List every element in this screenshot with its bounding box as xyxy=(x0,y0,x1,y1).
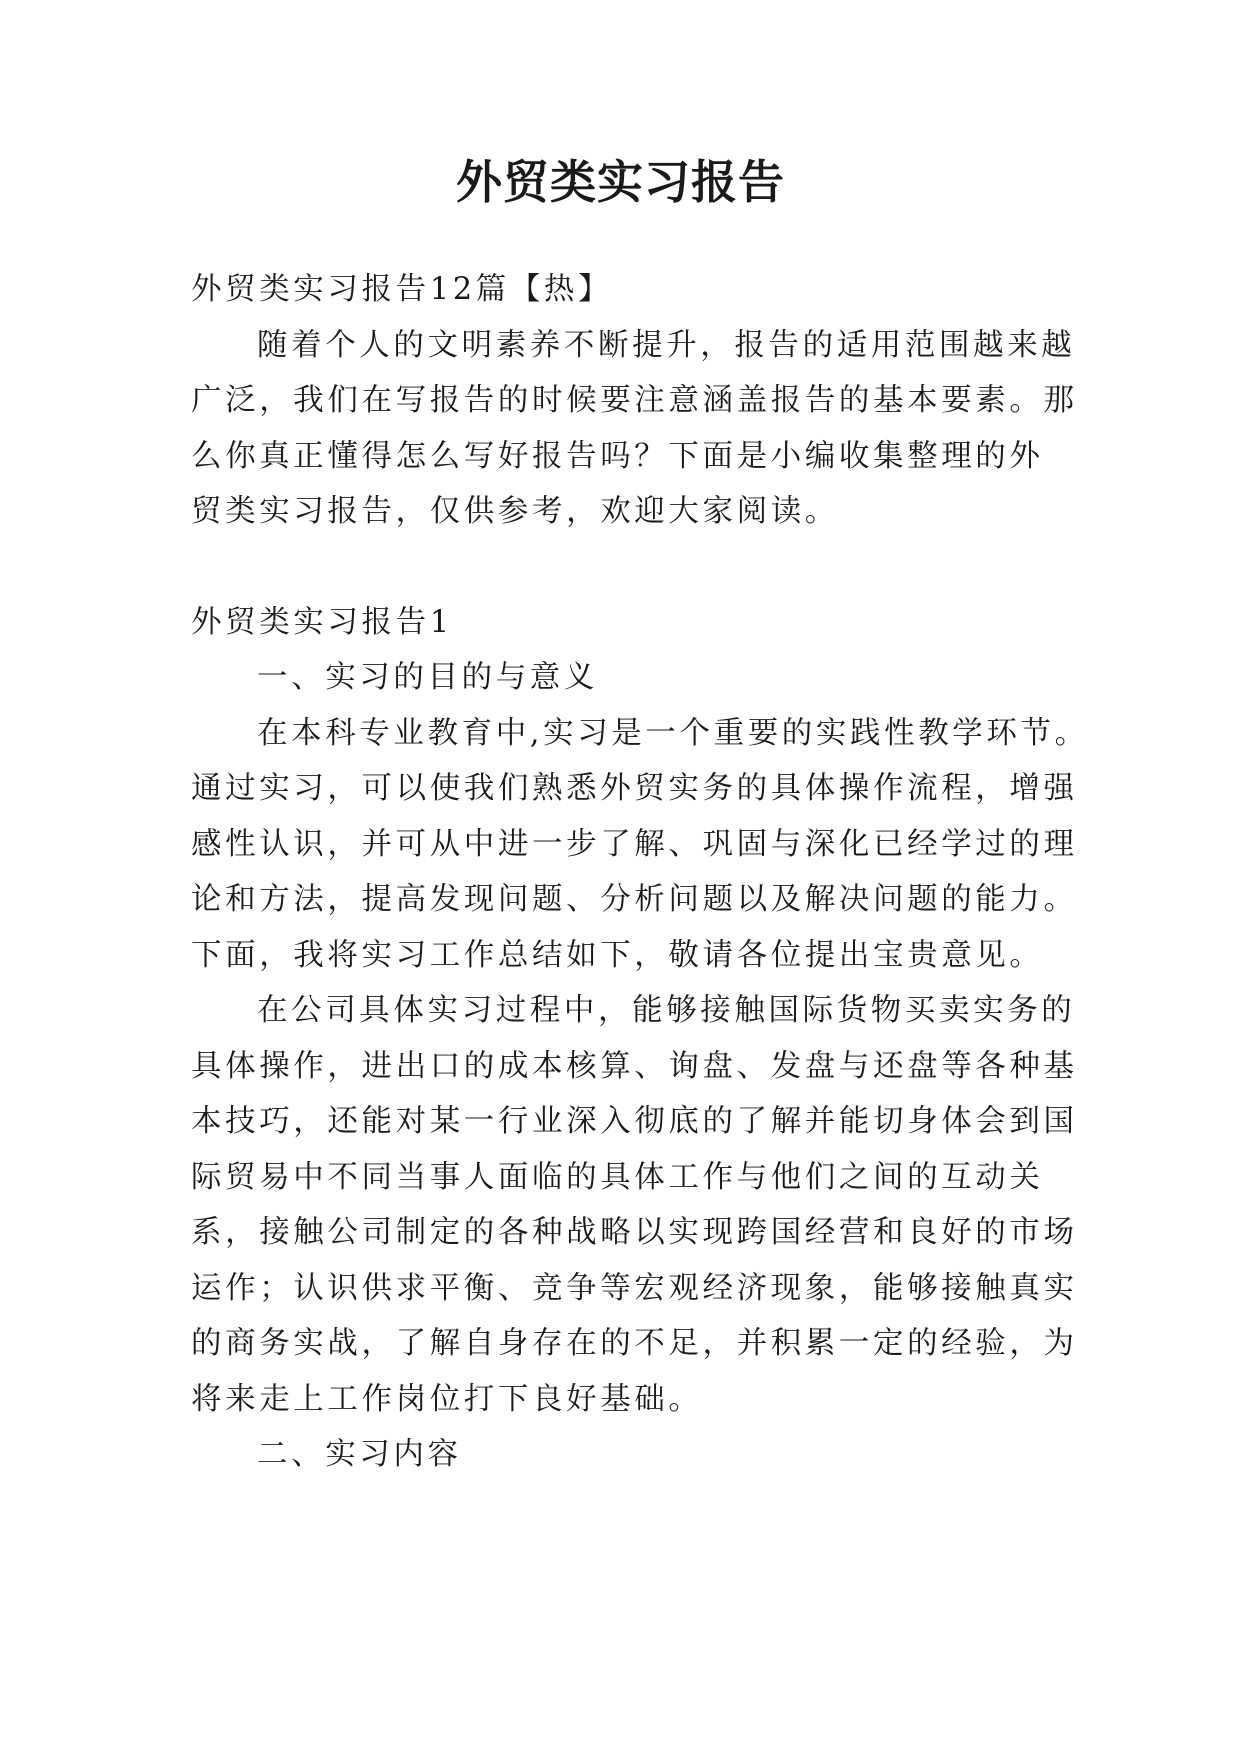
intro-line: 随着个人的文明素养不断提升，报告的适用范围越来越 xyxy=(257,327,1076,363)
paragraph-line: 际贸易中不同当事人面临的具体工作与他们之间的互动关 xyxy=(191,1159,1044,1195)
paragraph-line: 下面，我将实习工作总结如下，敬请各位提出宝贵意见。 xyxy=(191,937,1044,973)
document-body xyxy=(191,262,1089,1483)
heading-purpose: 一、实习的目的与意义 xyxy=(257,660,598,695)
paragraph-line: 通过实习，可以使我们熟悉外贸实务的具体操作流程，增强 xyxy=(191,771,1078,806)
heading-content: 二、实习内容 xyxy=(257,1437,462,1472)
paragraph-line: 论和方法，提高发现问题、分析问题以及解决问题的能力。 xyxy=(191,882,1078,917)
paragraph-line: 感性认识，并可从中进一步了解、巩固与深化已经学过的理 xyxy=(191,826,1078,862)
intro-line: 么你真正懂得怎么写好报告吗？下面是小编收集整理的外 xyxy=(191,438,1044,474)
document-subtitle: 外贸类实习报告12篇【热】 xyxy=(191,272,613,307)
document-title: 外贸类实习报告 xyxy=(456,155,785,209)
paragraph-line: 本技巧，还能对某一行业深入彻底的了解并能切身体会到国 xyxy=(191,1104,1078,1139)
paragraph-line: 系，接触公司制定的各种战略以实现跨国经营和良好的市场 xyxy=(191,1215,1078,1250)
paragraph-line: 在本科专业教育中,实习是一个重要的实践性教学环节。 xyxy=(257,715,1089,751)
paragraph-line: 具体操作，进出口的成本核算、询盘、发盘与还盘等各种基 xyxy=(191,1048,1078,1084)
paragraph-line: 运作；认识供求平衡、竞争等宏观经济现象，能够接触真实 xyxy=(191,1270,1078,1306)
intro-line: 贸类实习报告，仅供参考，欢迎大家阅读。 xyxy=(191,494,839,529)
section-title: 外贸类实习报告1 xyxy=(191,604,453,640)
intro-line: 广泛，我们在写报告的时候要注意涵盖报告的基本要素。那 xyxy=(191,383,1078,418)
paragraph-line: 在公司具体实习过程中，能够接触国际货物买卖实务的 xyxy=(257,993,1076,1028)
paragraph-line: 将来走上工作岗位打下良好基础。 xyxy=(191,1381,703,1417)
paragraph-line: 的商务实战，了解自身存在的不足，并积累一定的经验，为 xyxy=(191,1326,1078,1361)
